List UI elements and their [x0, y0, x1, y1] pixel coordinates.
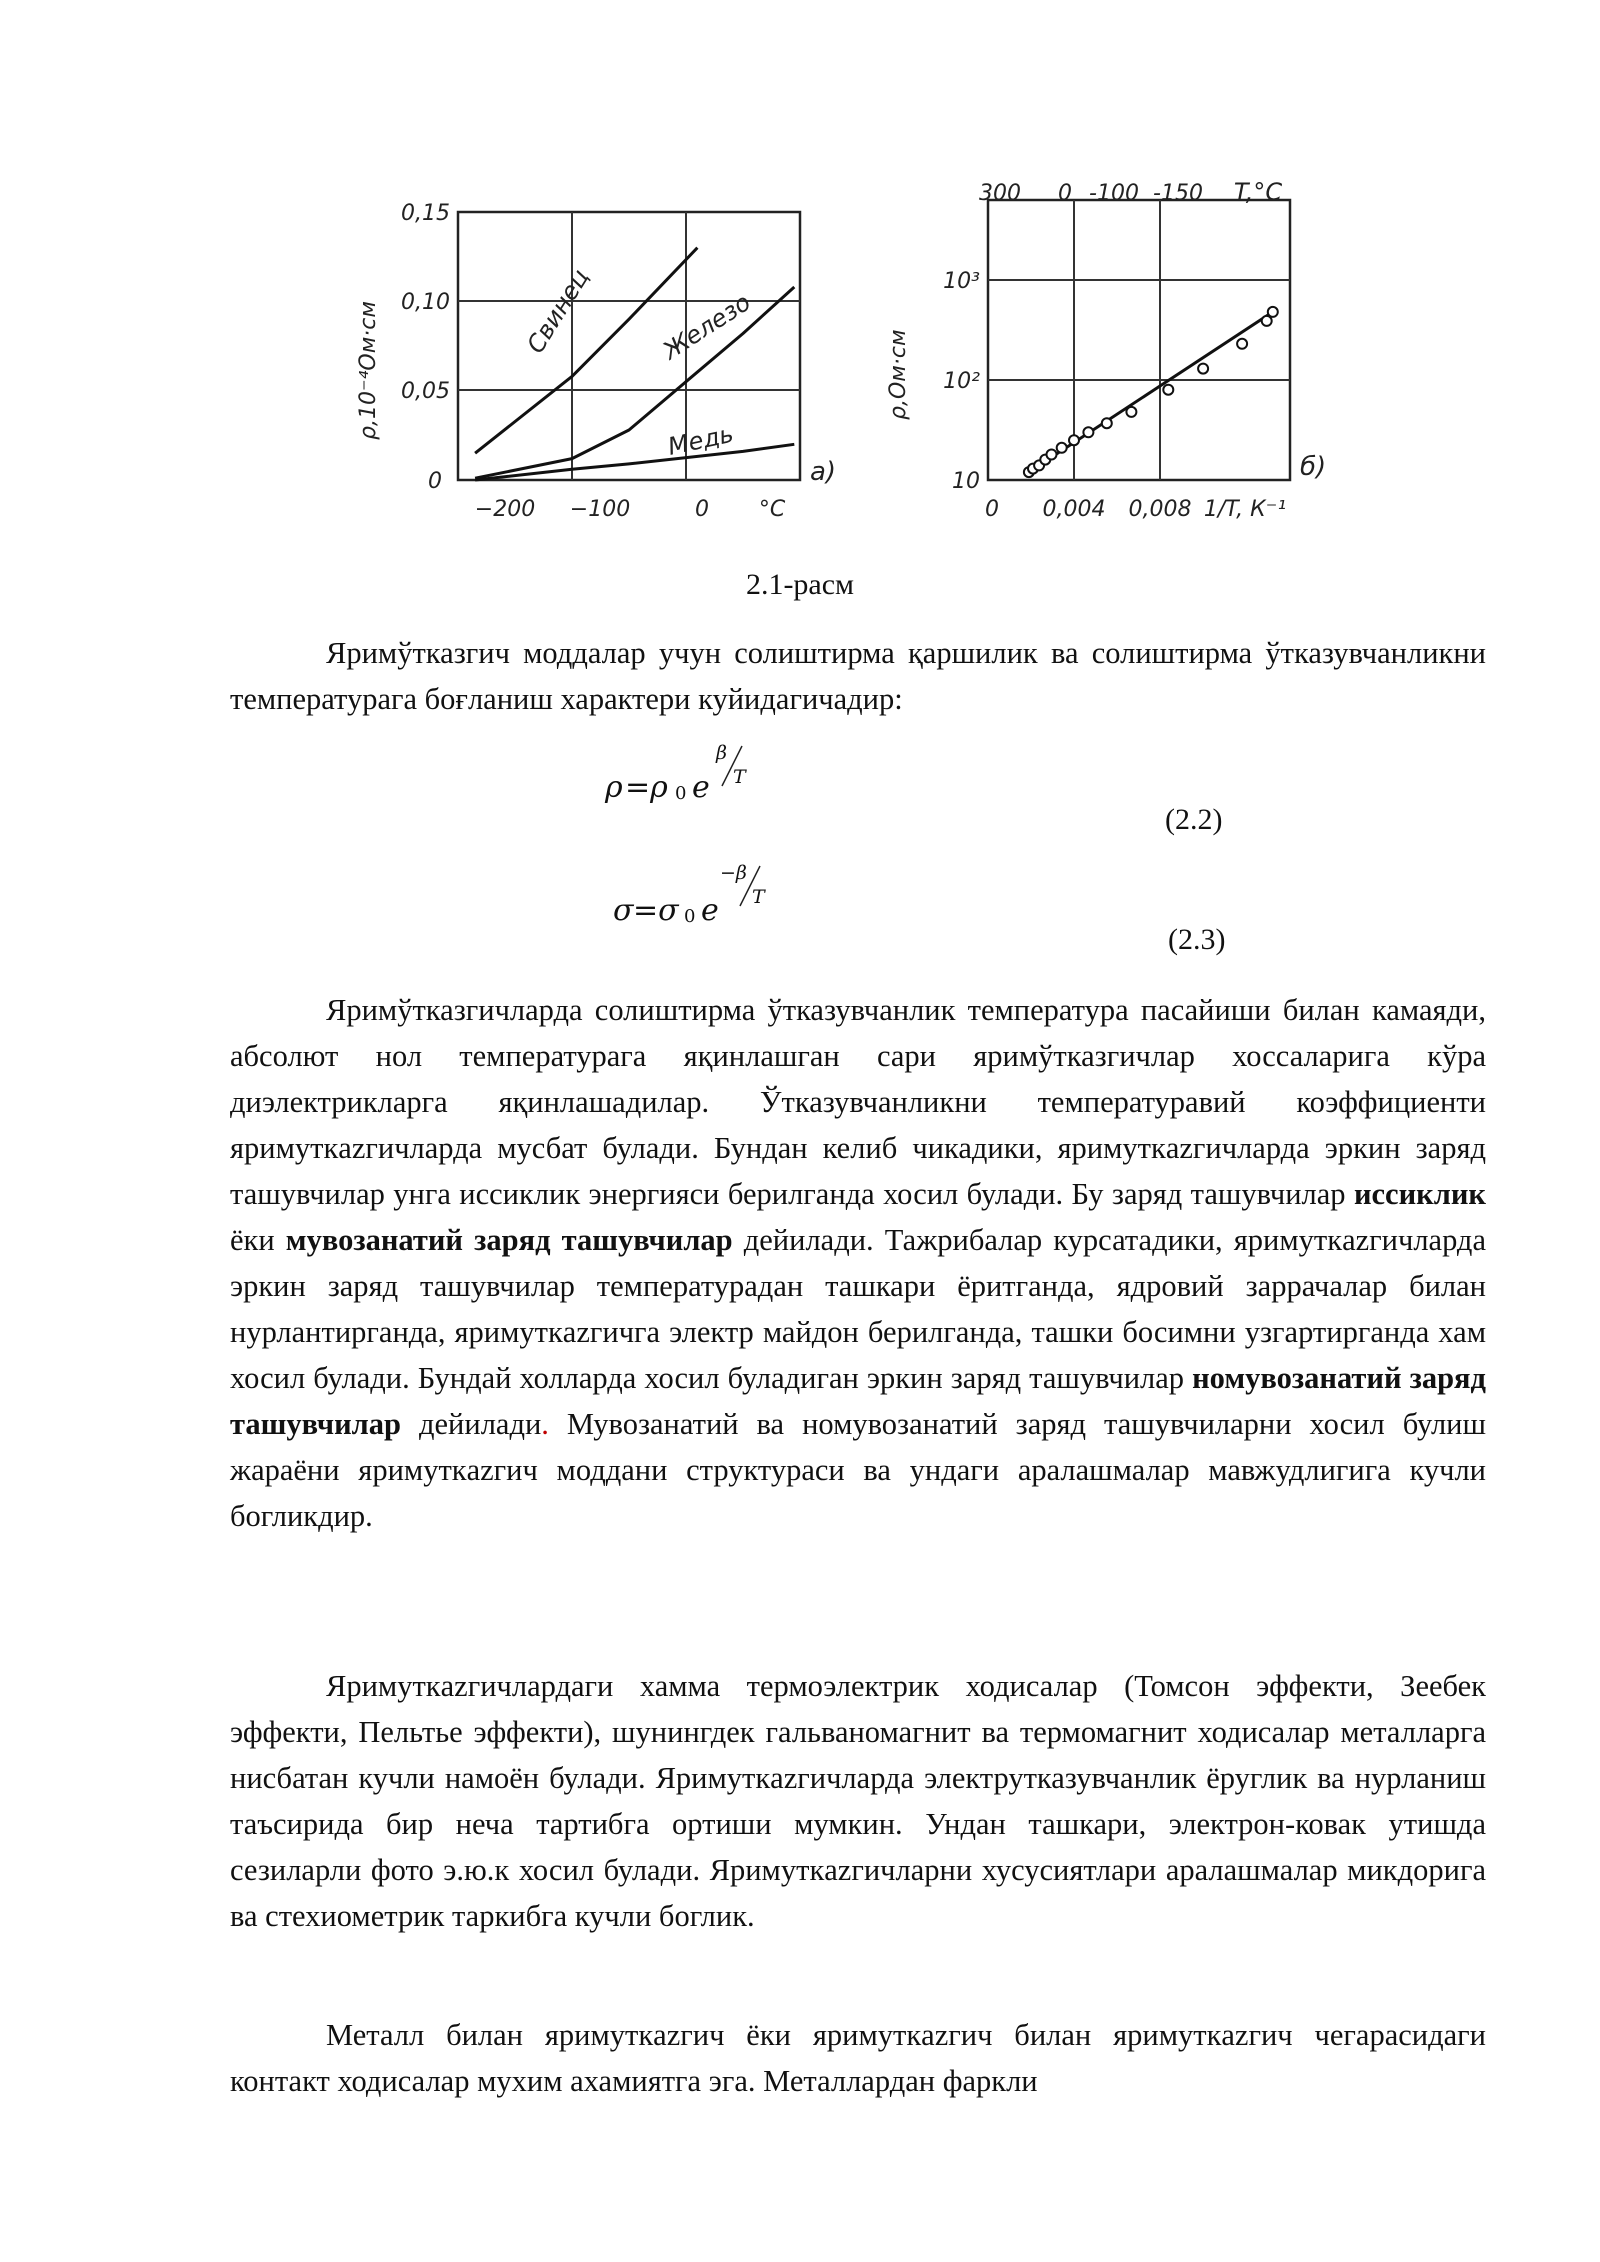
b-point-11 — [1198, 364, 1208, 374]
eq1-exp-den: T — [733, 766, 746, 788]
b-point-9 — [1126, 407, 1136, 417]
p2-bold-1: иссиклик — [1353, 1177, 1486, 1211]
b-toptick-1: 0 — [1058, 181, 1072, 206]
eq2-rhs: =σ — [633, 893, 679, 928]
b-ytick-0: 10³ — [943, 269, 980, 294]
p2-bold-3: номувозанатий заряд ташувчилар — [230, 1361, 1486, 1441]
eq1-sub: 0 — [675, 783, 687, 804]
b-toptick-0: 300 — [979, 181, 1021, 206]
p2-bold-2: мувозанатий заряд ташувчилар — [285, 1223, 733, 1257]
b-toptick-2: -100 — [1089, 181, 1139, 206]
eq2-lhs: σ — [613, 893, 634, 928]
b-xtick-2: 0,008 — [1128, 497, 1192, 522]
a-ytick-0: 0,15 — [401, 201, 450, 226]
p2-red-dot: . — [541, 1407, 549, 1441]
b-ytick-1: 10² — [943, 369, 980, 394]
paragraph-4 — [230, 2012, 1486, 2104]
panel-a-frame — [458, 212, 800, 480]
b-ytick-2: 10 — [952, 469, 980, 494]
eq1-e: e — [692, 770, 710, 805]
eq1-rhs: =ρ — [625, 770, 668, 805]
b-xtick-1: 0,004 — [1042, 497, 1106, 522]
eq2-e: e — [701, 893, 719, 928]
a-label-copper: Медь — [665, 419, 737, 461]
b-point-4 — [1047, 450, 1057, 460]
a-ytick-3: 0 — [428, 469, 442, 494]
figure-2-1 — [330, 170, 1380, 540]
b-point-6 — [1069, 435, 1079, 445]
paragraph-3 — [230, 1663, 1486, 1939]
a-marker: а) — [810, 457, 837, 487]
a-ytick-1: 0,10 — [401, 290, 450, 315]
b-xtick-0: 0 — [985, 497, 999, 522]
p2-text-4: дейилади — [401, 1407, 542, 1441]
p2-text-1: Яримўтказгичларда солиштирма ўтказувчанлик температура пасайиши билан камаяди, абсолют нол температурага яқинлашган сари яримўтказгичлар хоссаларига кўра диэлектрикларга яқинлашадилар. Ўтказувчанликни температуравий коэффициенти яримуткazгичларда мусбат булади. Бундан келиб чикадики, яримуткazгичларда эркин заряд ташувчилар унга иссиклик энергияси берилганда хосил булади. Бу заряд ташувчилар — [230, 993, 1486, 1211]
a-ytick-2: 0,05 — [401, 379, 450, 404]
a-label-iron: Железо — [658, 288, 756, 366]
b-point-7 — [1083, 427, 1093, 437]
figure-caption: 2.1-расм — [745, 568, 855, 601]
b-point-13 — [1262, 316, 1272, 326]
p2-text-2: ёки — [230, 1223, 286, 1257]
paragraph-1 — [230, 630, 1486, 722]
a-xtick-0: −200 — [474, 497, 536, 522]
a-xtick-2: 0 — [695, 497, 709, 522]
panel-a-curves — [475, 248, 794, 480]
b-toptick-3: -150 — [1153, 181, 1203, 206]
panel-b-marks — [1024, 307, 1278, 477]
paragraph-3-text: Яримуткazгичлардаги хамма термоэлектрик ходисалар (Томсон эффекти, Зеебек эффекти, Пельтье эффекти), шунингдек гальваномагнит ва термомагнит ходисалар металларга нисбатан кучли намоён булади. Яримуткazгичларда электрутказувчанлик ёруглик ва нурланиш таъсирида бир неча тартибга ортиши мумкин. Ундан ташкари, электрон-ковак утишда сезиларли фото э.ю.к хосил булади. Яримуткazгичларни хусусиятлари аралашмалар микдорига ва стехиометрик таркибга кучли боглик. — [230, 1669, 1486, 1933]
a-ylabel: ρ,10⁻⁴Ом·см — [356, 301, 381, 440]
b-point-12 — [1237, 339, 1247, 349]
a-xtick-3: °С — [758, 497, 786, 522]
panel-b — [886, 178, 1326, 522]
paragraph-2 — [230, 987, 1486, 1539]
eq2-exp-den: T — [752, 886, 765, 908]
a-label-lead: Свинец — [521, 264, 595, 359]
b-point-10 — [1163, 385, 1173, 395]
b-xtick-3: 1/T, К⁻¹ — [1203, 497, 1287, 522]
b-top-label: T,°С — [1233, 178, 1283, 206]
a-curve-2 — [475, 444, 794, 480]
a-xtick-1: −100 — [569, 497, 631, 522]
p2-text-5: Мувозанатий ва номувозанатий заряд ташувчиларни хосил булиш жараёни яримуткazгич моддани структураси ва ундаги аралашмалар мавжудлигига кучли богликдир. — [230, 1407, 1486, 1533]
eq2-exp-num: −β — [720, 862, 747, 884]
paragraph-4-text: Металл билан яримуткazгич ёки яримуткazгич билан яримуткazгич чегарасидаги контакт ходисалар мухим ахамиятга эга. Металлардан фаркли — [230, 2018, 1486, 2098]
eq1-fraction-slash — [712, 742, 752, 792]
eq2-number: (2.3) — [1168, 923, 1226, 956]
p2-text-3: дейилади. Тажрибалар курсатадики, яримуткazгичларда эркин заряд ташувчилар температурадан ташкари ёритганда, ядровий заррачалар билан нурлантирганда, яримуткazгичга электр майдон берилганда, ташки босимни узгартирганда хам хосил булади. Бундай холларда хосил буладиган эркин заряд ташувчилар — [230, 1223, 1486, 1395]
eq1-lhs: ρ — [605, 770, 623, 805]
figure-svg — [330, 170, 1380, 540]
b-marker: б) — [1300, 452, 1327, 482]
eq1-number: (2.2) — [1165, 803, 1223, 836]
paragraph-1-text: Яримўтказгич моддалар учун солиштирма қаршилик ва солиштирма ўтказувчанликни температурага боғланиш характери куйидагичадир: — [230, 636, 1486, 716]
b-point-8 — [1102, 418, 1112, 428]
b-point-14 — [1268, 307, 1278, 317]
panel-a — [356, 201, 836, 522]
eq2-sub: 0 — [684, 906, 696, 927]
b-point-5 — [1057, 443, 1067, 453]
b-ylabel: ρ,Ом·см — [886, 329, 911, 420]
eq1-exp-num: β — [716, 742, 727, 764]
